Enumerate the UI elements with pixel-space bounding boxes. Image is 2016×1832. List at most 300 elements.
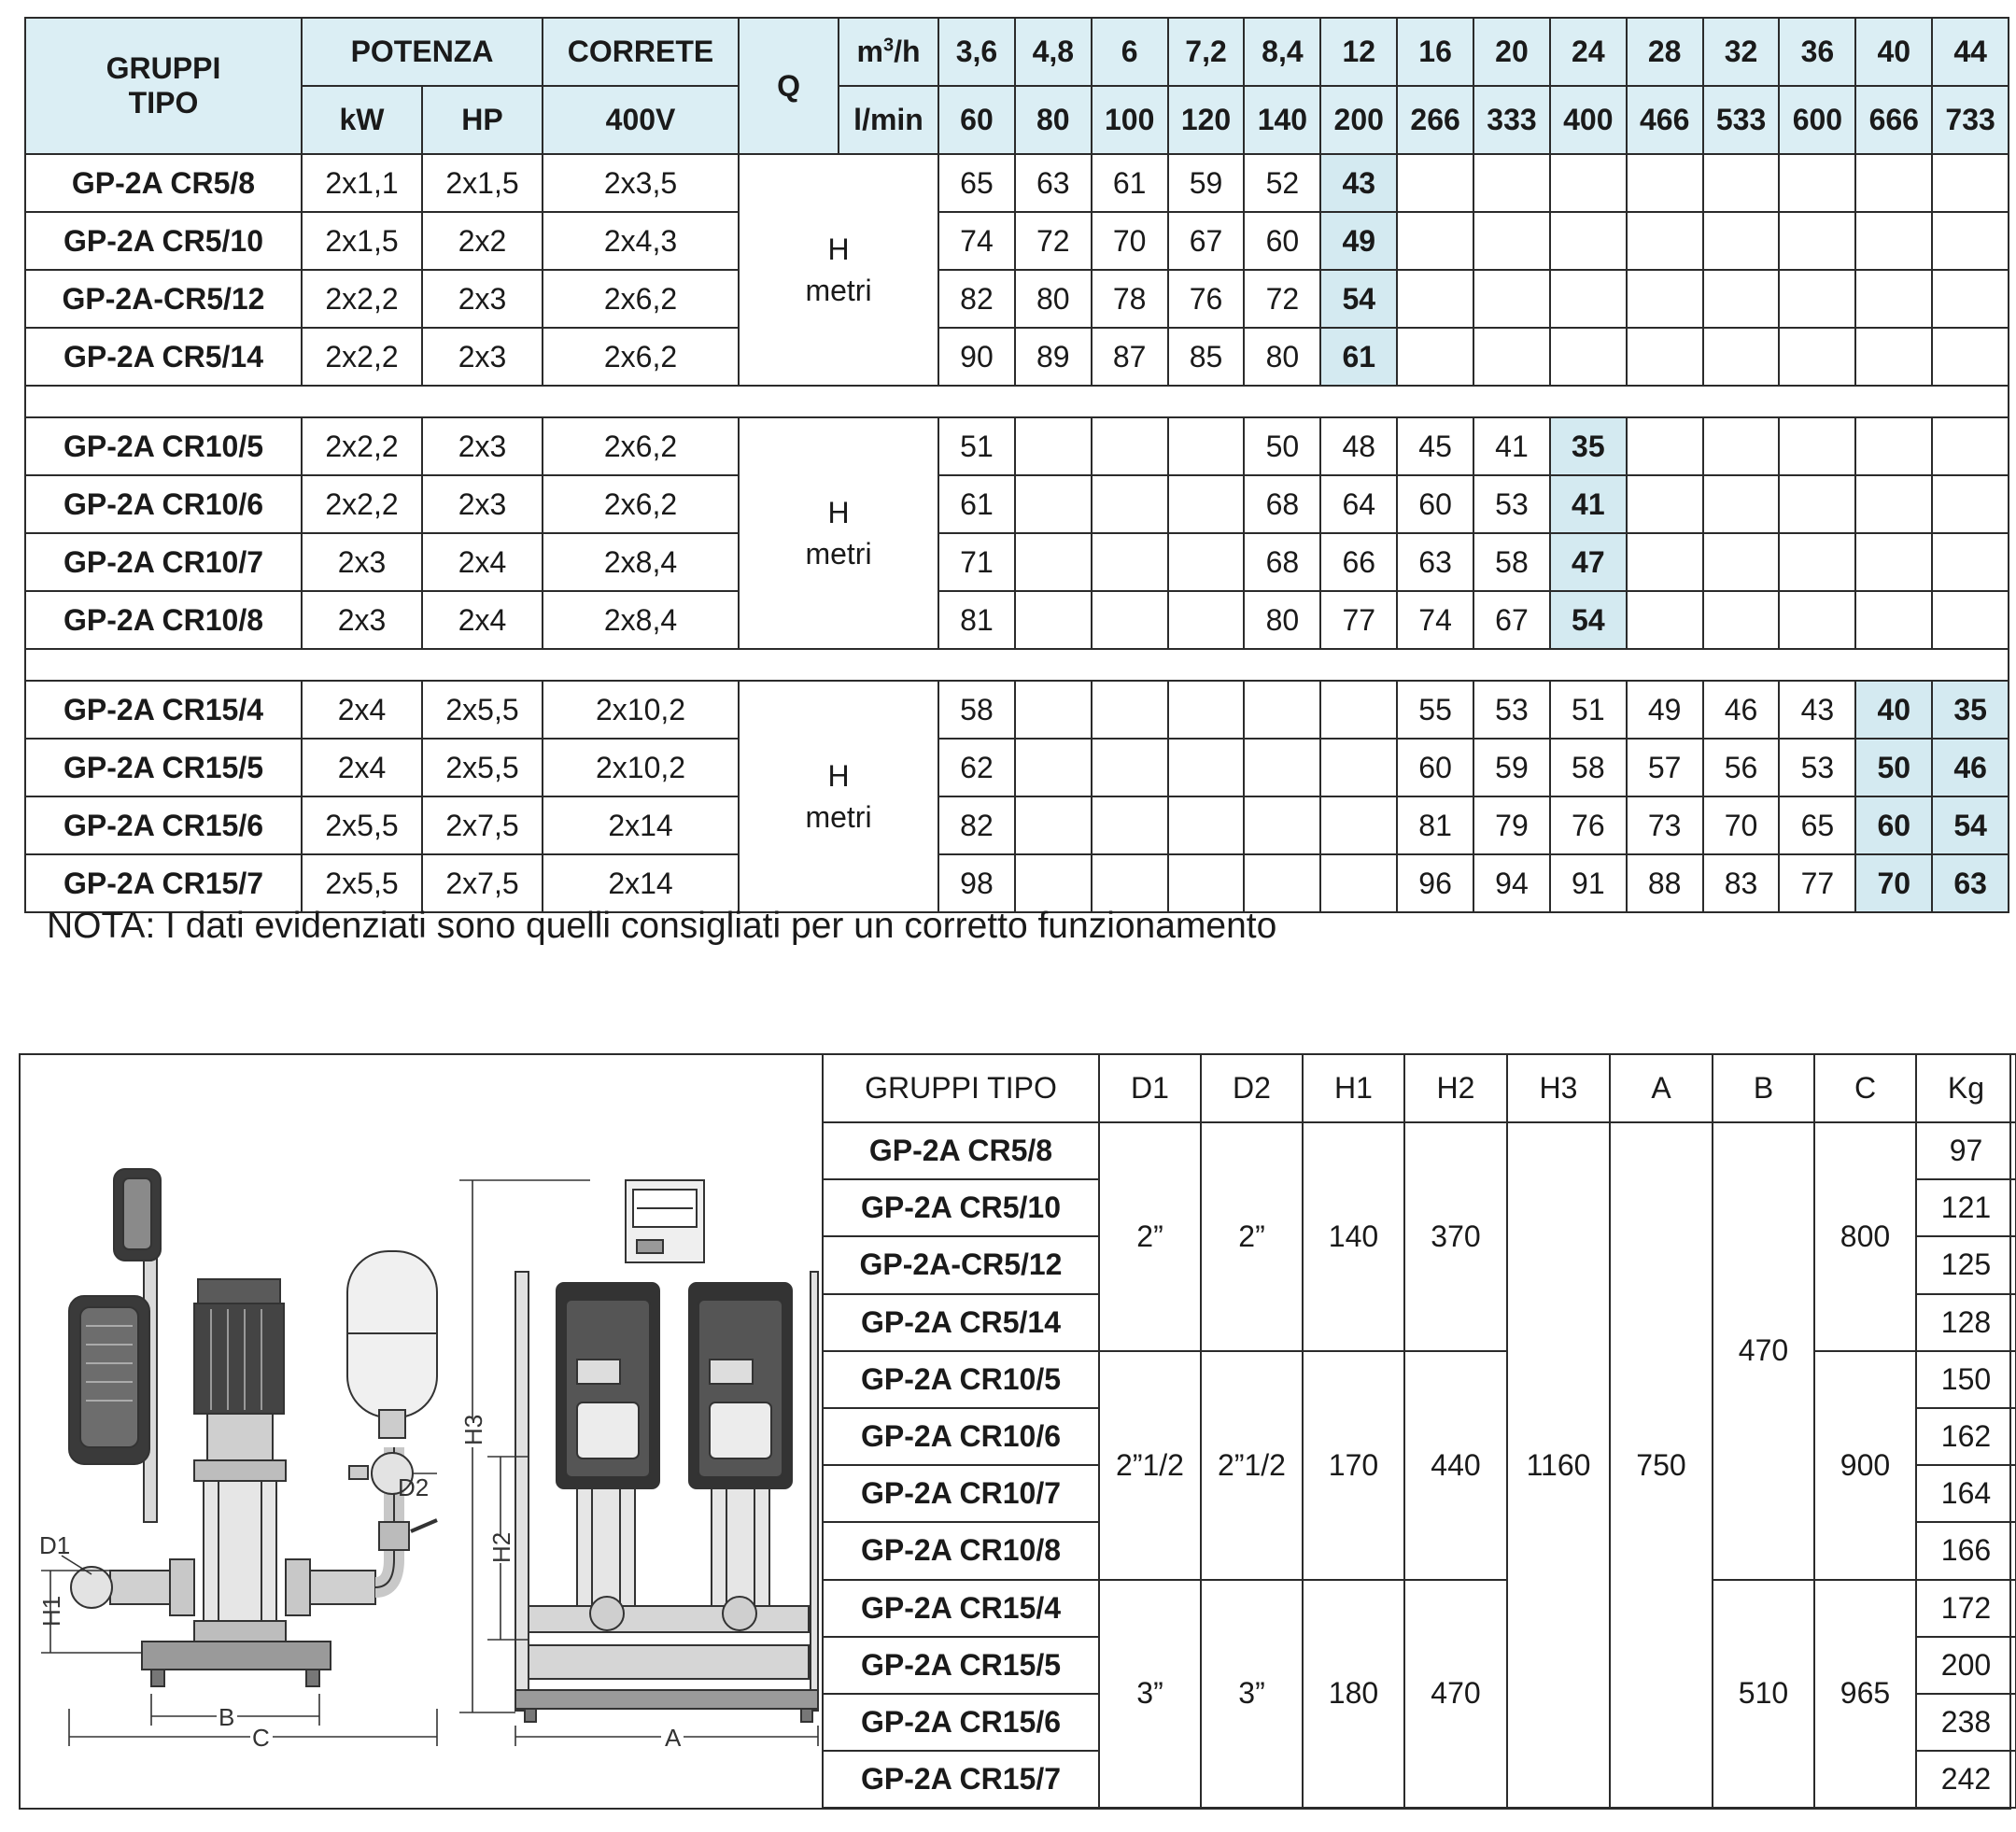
head-value-cell: 43 — [1779, 681, 1855, 739]
head-value-cell — [1320, 796, 1397, 854]
hp-cell: 2x4 — [422, 533, 543, 591]
group-separator — [25, 649, 2009, 681]
head-value-cell: 67 — [1473, 591, 1550, 649]
head-value-cell — [1397, 154, 1473, 212]
kg-cell: 121 — [1916, 1179, 2016, 1236]
table-row — [25, 591, 2009, 649]
unit-m: m — [856, 35, 883, 68]
model-cell: GP-2A CR5/10 — [25, 212, 302, 270]
table-row — [25, 154, 2009, 212]
performance-table-body — [25, 154, 2009, 912]
head-value-cell: 61 — [1092, 154, 1168, 212]
head-value-cell: 60 — [1397, 475, 1473, 533]
head-value-cell — [1168, 796, 1245, 854]
flow-lmin: 733 — [1932, 86, 2009, 154]
hp-cell: 2x4 — [422, 591, 543, 649]
flow-m3h: 7,2 — [1168, 18, 1245, 86]
head-value-cell — [1092, 796, 1168, 854]
dim-col-header: C — [1814, 1054, 1916, 1122]
head-value-cell: 72 — [1015, 212, 1092, 270]
flow-lmin: 400 — [1550, 86, 1627, 154]
head-value-cell — [1703, 328, 1780, 386]
head-value-cell: 80 — [1244, 591, 1320, 649]
flow-m3h: 3,6 — [938, 18, 1015, 86]
note-text: NOTA: I dati evidenziati sono quelli consigliati per un corretto funzionamento — [47, 906, 1277, 946]
head-value-cell: 41 — [1550, 475, 1627, 533]
head-value-cell — [1550, 328, 1627, 386]
head-value-cell: 53 — [1779, 739, 1855, 796]
head-unit-cell — [739, 154, 938, 386]
performance-table — [24, 17, 2009, 913]
flow-m3h: 12 — [1320, 18, 1397, 86]
flow-lmin: 100 — [1092, 86, 1168, 154]
head-value-cell: 68 — [1244, 533, 1320, 591]
head-value-cell — [1703, 533, 1780, 591]
table-row — [25, 328, 2009, 386]
flow-m3h: 16 — [1397, 18, 1473, 86]
kw-cell: 2x2,2 — [302, 328, 422, 386]
c-cell: 800 — [1814, 1122, 1916, 1351]
head-value-cell — [1627, 154, 1703, 212]
model-cell: GP-2A CR10/6 — [823, 1408, 1099, 1465]
head-value-cell — [1397, 328, 1473, 386]
header-tipo: TIPO — [128, 86, 199, 120]
label-c: C — [252, 1724, 270, 1752]
table-row — [25, 475, 2009, 533]
hp-cell: 2x1,5 — [422, 154, 543, 212]
model-cell: GP-2A CR5/8 — [823, 1122, 1099, 1179]
head-value-cell — [1779, 154, 1855, 212]
model-cell: GP-2A CR5/14 — [823, 1294, 1099, 1351]
head-value-cell: 73 — [1627, 796, 1703, 854]
col-header-unit-m3h — [839, 18, 938, 86]
head-value-cell: 70 — [1092, 212, 1168, 270]
head-value-cell — [1855, 533, 1932, 591]
current-cell: 2x8,4 — [543, 591, 739, 649]
d2-cell: 2”1/2 — [1201, 1351, 1303, 1580]
head-value-cell — [1015, 796, 1092, 854]
head-value-cell: 70 — [1855, 854, 1932, 912]
head-value-cell — [1932, 475, 2009, 533]
head-value-cell: 50 — [1855, 739, 1932, 796]
head-value-cell — [1015, 533, 1092, 591]
h1-cell: 170 — [1303, 1351, 1404, 1580]
header-row-1 — [25, 18, 2009, 86]
flow-lmin: 120 — [1168, 86, 1245, 154]
flow-lmin: 60 — [938, 86, 1015, 154]
kw-cell: 2x4 — [302, 681, 422, 739]
head-value-cell — [1320, 739, 1397, 796]
hp-cell: 2x5,5 — [422, 739, 543, 796]
head-value-cell — [1627, 475, 1703, 533]
label-h1: H1 — [37, 1595, 65, 1627]
table-row — [25, 854, 2009, 912]
kw-cell: 2x1,5 — [302, 212, 422, 270]
head-value-cell: 58 — [1473, 533, 1550, 591]
head-value-cell — [1320, 854, 1397, 912]
flow-m3h: 36 — [1779, 18, 1855, 86]
col-header-hp: HP — [422, 86, 543, 154]
head-value-cell: 54 — [1932, 796, 2009, 854]
head-value-cell — [1855, 154, 1932, 212]
c-cell: 965 — [1814, 1580, 1916, 1809]
label-d1: D1 — [39, 1531, 71, 1559]
unit-sup: 3 — [882, 35, 895, 56]
head-value-cell: 56 — [1703, 739, 1780, 796]
head-value-cell — [1015, 854, 1092, 912]
head-value-cell: 60 — [1855, 796, 1932, 854]
head-value-cell: 47 — [1550, 533, 1627, 591]
model-cell: GP-2A CR5/8 — [25, 154, 302, 212]
table-row — [823, 1122, 2016, 1179]
head-value-cell — [1779, 270, 1855, 328]
kg-cell: 150 — [1916, 1351, 2016, 1408]
dim-col-header: D1 — [1099, 1054, 1201, 1122]
d1-cell: 3” — [1099, 1580, 1201, 1809]
head-value-cell — [1168, 739, 1245, 796]
label-h2: H2 — [487, 1531, 515, 1563]
head-value-cell — [1703, 475, 1780, 533]
head-value-cell — [1550, 212, 1627, 270]
hp-cell: 2x3 — [422, 417, 543, 475]
head-value-cell — [1855, 270, 1932, 328]
c-cell: 900 — [1814, 1351, 1916, 1580]
head-value-cell: 80 — [1244, 328, 1320, 386]
head-value-cell: 78 — [1092, 270, 1168, 328]
table-row — [25, 739, 2009, 796]
hp-cell: 2x3 — [422, 328, 543, 386]
flow-m3h: 8,4 — [1244, 18, 1320, 86]
separator-cell — [25, 386, 2009, 417]
current-cell: 2x14 — [543, 796, 739, 854]
table-row — [823, 1580, 2016, 1637]
model-cell: GP-2A CR10/8 — [823, 1522, 1099, 1579]
flow-m3h: 40 — [1855, 18, 1932, 86]
table-row — [25, 270, 2009, 328]
head-value-cell: 54 — [1550, 591, 1627, 649]
hp-cell: 2x3 — [422, 475, 543, 533]
flow-lmin: 200 — [1320, 86, 1397, 154]
h2-cell: 470 — [1404, 1580, 1507, 1809]
kw-cell: 2x3 — [302, 591, 422, 649]
head-value-cell: 60 — [1244, 212, 1320, 270]
h2-cell: 370 — [1404, 1122, 1507, 1351]
current-cell: 2x10,2 — [543, 681, 739, 739]
flow-lmin: 140 — [1244, 86, 1320, 154]
model-cell: GP-2A-CR5/12 — [25, 270, 302, 328]
head-value-cell: 74 — [1397, 591, 1473, 649]
head-value-cell: 76 — [1168, 270, 1245, 328]
head-value-cell: 63 — [1397, 533, 1473, 591]
head-value-cell: 40 — [1855, 681, 1932, 739]
hp-cell: 2x3 — [422, 270, 543, 328]
kw-cell: 2x5,5 — [302, 796, 422, 854]
flow-lmin: 600 — [1779, 86, 1855, 154]
head-value-cell — [1627, 417, 1703, 475]
head-value-cell — [1015, 417, 1092, 475]
kg-cell: 128 — [1916, 1294, 2016, 1351]
head-value-cell — [1168, 681, 1245, 739]
head-value-cell: 89 — [1015, 328, 1092, 386]
d1-cell: 2” — [1099, 1122, 1201, 1351]
kg-cell: 200 — [1916, 1637, 2016, 1694]
head-value-cell: 72 — [1244, 270, 1320, 328]
head-value-cell: 66 — [1320, 533, 1397, 591]
table-row — [25, 681, 2009, 739]
head-value-cell: 77 — [1320, 591, 1397, 649]
head-value-cell: 46 — [1703, 681, 1780, 739]
head-value-cell: 81 — [1397, 796, 1473, 854]
model-cell: GP-2A CR15/4 — [25, 681, 302, 739]
head-value-cell — [1703, 591, 1780, 649]
head-value-cell — [1932, 591, 2009, 649]
head-value-cell: 35 — [1550, 417, 1627, 475]
head-value-cell — [1550, 154, 1627, 212]
head-value-cell: 65 — [938, 154, 1015, 212]
head-value-cell — [1932, 417, 2009, 475]
head-unit-label: metri — [805, 800, 872, 834]
hp-cell: 2x5,5 — [422, 681, 543, 739]
head-value-cell — [1168, 533, 1245, 591]
head-value-cell: 98 — [938, 854, 1015, 912]
table-row — [25, 417, 2009, 475]
dim-header-row — [823, 1054, 2016, 1122]
head-value-cell — [1320, 681, 1397, 739]
dim-col-header: D2 — [1201, 1054, 1303, 1122]
head-value-cell: 91 — [1550, 854, 1627, 912]
model-cell: GP-2A CR10/7 — [823, 1465, 1099, 1522]
head-value-cell — [1244, 796, 1320, 854]
flow-lmin: 333 — [1473, 86, 1550, 154]
current-cell: 2x6,2 — [543, 328, 739, 386]
flow-m3h: 4,8 — [1015, 18, 1092, 86]
h3-cell: 1160 — [1507, 1122, 1610, 1808]
dim-col-header: H3 — [1507, 1054, 1610, 1122]
header-gruppi: GRUPPI — [106, 51, 221, 85]
head-value-cell: 41 — [1473, 417, 1550, 475]
head-value-cell — [1703, 417, 1780, 475]
head-value-cell — [1627, 328, 1703, 386]
flow-lmin: 666 — [1855, 86, 1932, 154]
head-value-cell: 70 — [1703, 796, 1780, 854]
head-value-cell — [1015, 681, 1092, 739]
head-value-cell — [1015, 475, 1092, 533]
head-value-cell: 46 — [1932, 739, 2009, 796]
model-cell: GP-2A CR5/10 — [823, 1179, 1099, 1236]
head-value-cell — [1168, 417, 1245, 475]
dim-col-header: H1 — [1303, 1054, 1404, 1122]
head-value-cell: 45 — [1397, 417, 1473, 475]
kg-cell: 172 — [1916, 1580, 2016, 1637]
col-header-correte: CORRETE — [543, 18, 739, 86]
head-value-cell: 53 — [1473, 475, 1550, 533]
head-value-cell: 59 — [1168, 154, 1245, 212]
head-value-cell — [1779, 212, 1855, 270]
head-value-cell: 74 — [938, 212, 1015, 270]
head-value-cell: 65 — [1779, 796, 1855, 854]
col-header-q: Q — [739, 18, 839, 154]
current-cell: 2x14 — [543, 854, 739, 912]
head-value-cell: 94 — [1473, 854, 1550, 912]
head-value-cell: 58 — [938, 681, 1015, 739]
col-header-potenza: POTENZA — [302, 18, 543, 86]
label-d2: D2 — [398, 1473, 430, 1501]
h1-cell: 140 — [1303, 1122, 1404, 1351]
header-row-2 — [25, 86, 2009, 154]
head-label: H — [827, 233, 850, 266]
head-value-cell — [1855, 212, 1932, 270]
model-cell: GP-2A CR15/6 — [25, 796, 302, 854]
head-value-cell: 80 — [1015, 270, 1092, 328]
col-header-kw: kW — [302, 86, 422, 154]
head-value-cell — [1473, 154, 1550, 212]
kw-cell: 2x2,2 — [302, 270, 422, 328]
model-cell: GP-2A CR15/7 — [25, 854, 302, 912]
head-value-cell — [1473, 270, 1550, 328]
kg-cell: 97 — [1916, 1122, 2016, 1179]
head-value-cell — [1932, 328, 2009, 386]
head-value-cell — [1855, 591, 1932, 649]
table-row — [25, 796, 2009, 854]
head-value-cell — [1627, 212, 1703, 270]
hp-cell: 2x7,5 — [422, 854, 543, 912]
kg-cell: 166 — [1916, 1522, 2016, 1579]
head-value-cell — [1397, 212, 1473, 270]
model-cell: GP-2A CR15/7 — [823, 1751, 1099, 1808]
current-cell: 2x6,2 — [543, 417, 739, 475]
kg-cell: 164 — [1916, 1465, 2016, 1522]
hp-cell: 2x2 — [422, 212, 543, 270]
head-value-cell: 67 — [1168, 212, 1245, 270]
head-value-cell — [1779, 417, 1855, 475]
col-header-400v: 400V — [543, 86, 739, 154]
h1-cell: 180 — [1303, 1580, 1404, 1809]
head-value-cell: 59 — [1473, 739, 1550, 796]
head-value-cell — [1015, 739, 1092, 796]
head-value-cell — [1627, 533, 1703, 591]
head-value-cell — [1092, 681, 1168, 739]
head-value-cell: 64 — [1320, 475, 1397, 533]
head-value-cell: 63 — [1932, 854, 2009, 912]
head-value-cell: 76 — [1550, 796, 1627, 854]
model-cell: GP-2A CR15/4 — [823, 1580, 1099, 1637]
head-value-cell: 61 — [938, 475, 1015, 533]
head-value-cell: 54 — [1320, 270, 1397, 328]
head-value-cell: 77 — [1779, 854, 1855, 912]
flow-lmin: 466 — [1627, 86, 1703, 154]
head-value-cell — [1703, 154, 1780, 212]
head-value-cell — [1932, 270, 2009, 328]
head-value-cell: 90 — [938, 328, 1015, 386]
head-value-cell: 48 — [1320, 417, 1397, 475]
dim-col-header: B — [1713, 1054, 1814, 1122]
head-value-cell: 71 — [938, 533, 1015, 591]
kw-cell: 2x5,5 — [302, 854, 422, 912]
head-value-cell — [1473, 328, 1550, 386]
head-value-cell — [1932, 154, 2009, 212]
hp-cell: 2x7,5 — [422, 796, 543, 854]
head-value-cell — [1779, 328, 1855, 386]
kg-cell: 238 — [1916, 1694, 2016, 1751]
head-value-cell: 96 — [1397, 854, 1473, 912]
head-value-cell: 60 — [1397, 739, 1473, 796]
group-separator — [25, 386, 2009, 417]
dimensions-panel — [19, 1053, 2011, 1810]
head-value-cell: 52 — [1244, 154, 1320, 212]
b-cell: 470 — [1713, 1122, 1814, 1580]
head-value-cell — [1244, 681, 1320, 739]
head-value-cell: 49 — [1627, 681, 1703, 739]
head-value-cell — [1092, 533, 1168, 591]
unit-h: /h — [894, 35, 921, 68]
head-value-cell: 51 — [1550, 681, 1627, 739]
flow-m3h: 6 — [1092, 18, 1168, 86]
pump-group-drawing — [21, 1055, 822, 1808]
head-value-cell: 53 — [1473, 681, 1550, 739]
head-value-cell: 49 — [1320, 212, 1397, 270]
model-cell: GP-2A-CR5/12 — [823, 1236, 1099, 1293]
dim-col-header: A — [1610, 1054, 1713, 1122]
head-value-cell — [1092, 417, 1168, 475]
head-value-cell — [1855, 475, 1932, 533]
model-cell: GP-2A CR10/5 — [823, 1351, 1099, 1408]
head-value-cell: 61 — [1320, 328, 1397, 386]
kg-cell: 162 — [1916, 1408, 2016, 1465]
table-row — [823, 1351, 2016, 1408]
col-header-unit-lmin: l/min — [839, 86, 938, 154]
flow-m3h: 28 — [1627, 18, 1703, 86]
head-value-cell — [1855, 328, 1932, 386]
dimensions-table — [822, 1053, 2016, 1809]
head-value-cell — [1473, 212, 1550, 270]
b-cell: 510 — [1713, 1580, 1814, 1809]
head-value-cell: 81 — [938, 591, 1015, 649]
side-view-drawing — [69, 1169, 437, 1686]
head-unit-cell — [739, 417, 938, 649]
head-value-cell — [1168, 475, 1245, 533]
head-value-cell: 43 — [1320, 154, 1397, 212]
model-cell: GP-2A CR15/6 — [823, 1694, 1099, 1751]
head-value-cell — [1168, 854, 1245, 912]
head-value-cell: 85 — [1168, 328, 1245, 386]
head-value-cell: 62 — [938, 739, 1015, 796]
head-value-cell — [1550, 270, 1627, 328]
current-cell: 2x10,2 — [543, 739, 739, 796]
label-a: A — [665, 1724, 682, 1752]
head-value-cell: 87 — [1092, 328, 1168, 386]
head-value-cell — [1015, 591, 1092, 649]
dimensions-table-body — [823, 1054, 2016, 1808]
head-value-cell — [1703, 270, 1780, 328]
head-value-cell — [1779, 591, 1855, 649]
current-cell: 2x6,2 — [543, 475, 739, 533]
head-value-cell: 83 — [1703, 854, 1780, 912]
col-header-gruppi-tipo — [25, 18, 302, 154]
kw-cell: 2x3 — [302, 533, 422, 591]
flow-lmin: 80 — [1015, 86, 1092, 154]
head-value-cell — [1627, 591, 1703, 649]
head-label: H — [827, 496, 850, 529]
kw-cell: 2x1,1 — [302, 154, 422, 212]
front-view-drawing — [515, 1180, 818, 1722]
current-cell: 2x4,3 — [543, 212, 739, 270]
head-value-cell — [1932, 212, 2009, 270]
head-unit-label: metri — [805, 274, 872, 307]
flow-lmin: 266 — [1397, 86, 1473, 154]
d2-cell: 3” — [1201, 1580, 1303, 1809]
head-value-cell: 51 — [938, 417, 1015, 475]
kw-cell: 2x4 — [302, 739, 422, 796]
